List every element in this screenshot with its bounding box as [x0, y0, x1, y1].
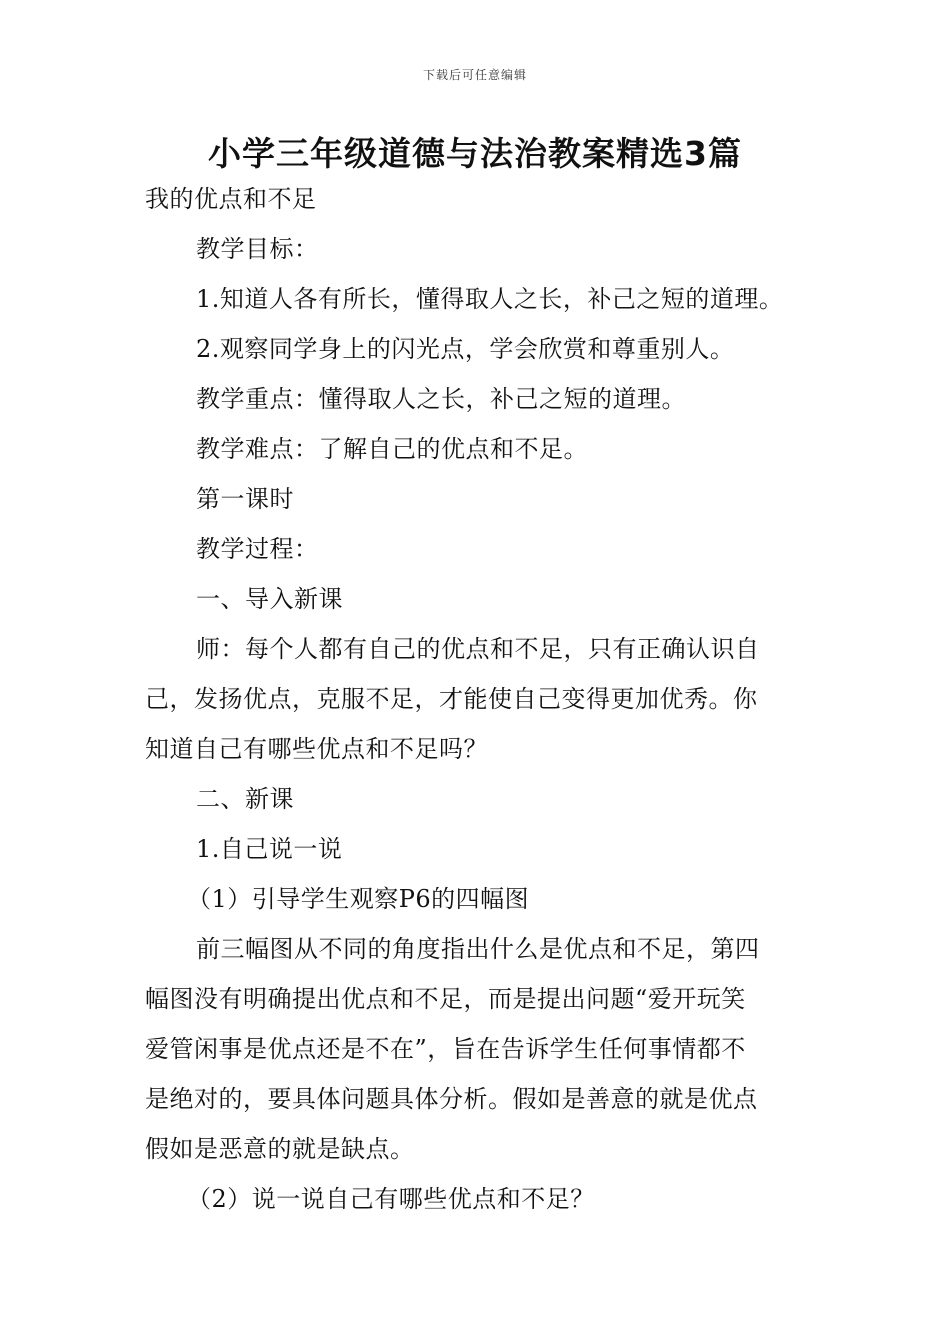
- paragraph-line: 1.知道人各有所长，懂得取人之长，补己之短的道理。: [196, 285, 784, 313]
- paragraph-line: 1.自己说一说: [196, 835, 343, 863]
- paragraph-line: 爱管闲事是优点还是不在”，旨在告诉学生任何事情都不: [145, 1035, 746, 1063]
- paragraph-line: 2.观察同学身上的闪光点，学会欣赏和尊重别人。: [196, 335, 735, 363]
- paragraph-line: 教学难点：了解自己的优点和不足。: [196, 435, 588, 463]
- page-header-note: 下载后可任意编辑: [422, 68, 527, 82]
- paragraph-line: 教学过程：: [196, 535, 319, 563]
- paragraph-line: 前三幅图从不同的角度指出什么是优点和不足，第四: [196, 935, 760, 963]
- paragraph-line: 二、新课: [196, 785, 294, 813]
- paragraph-line: 师：每个人都有自己的优点和不足，只有正确认识自: [196, 635, 760, 663]
- paragraph-line: （2）说一说自己有哪些优点和不足？: [187, 1185, 595, 1213]
- paragraph-line: 己，发扬优点，克服不足，才能使自己变得更加优秀。你: [145, 685, 758, 713]
- paragraph-line: 幅图没有明确提出优点和不足，而是提出问题“爱开玩笑: [145, 985, 746, 1013]
- paragraph-line: 是绝对的，要具体问题具体分析。假如是善意的就是优点: [145, 1085, 758, 1113]
- paragraph-line: （1）引导学生观察P6的四幅图: [187, 885, 530, 913]
- paragraph-line: 一、导入新课: [196, 585, 343, 613]
- document-title: 小学三年级道德与法治教案精选3篇: [208, 134, 742, 173]
- section-subtitle: 我的优点和不足: [145, 185, 317, 213]
- paragraph-line: 第一课时: [196, 485, 294, 513]
- paragraph-line: 知道自己有哪些优点和不足吗？: [145, 735, 488, 763]
- paragraph-line: 假如是恶意的就是缺点。: [145, 1135, 415, 1163]
- paragraph-line: 教学重点：懂得取人之长，补己之短的道理。: [196, 385, 686, 413]
- paragraph-line: 教学目标：: [196, 235, 319, 263]
